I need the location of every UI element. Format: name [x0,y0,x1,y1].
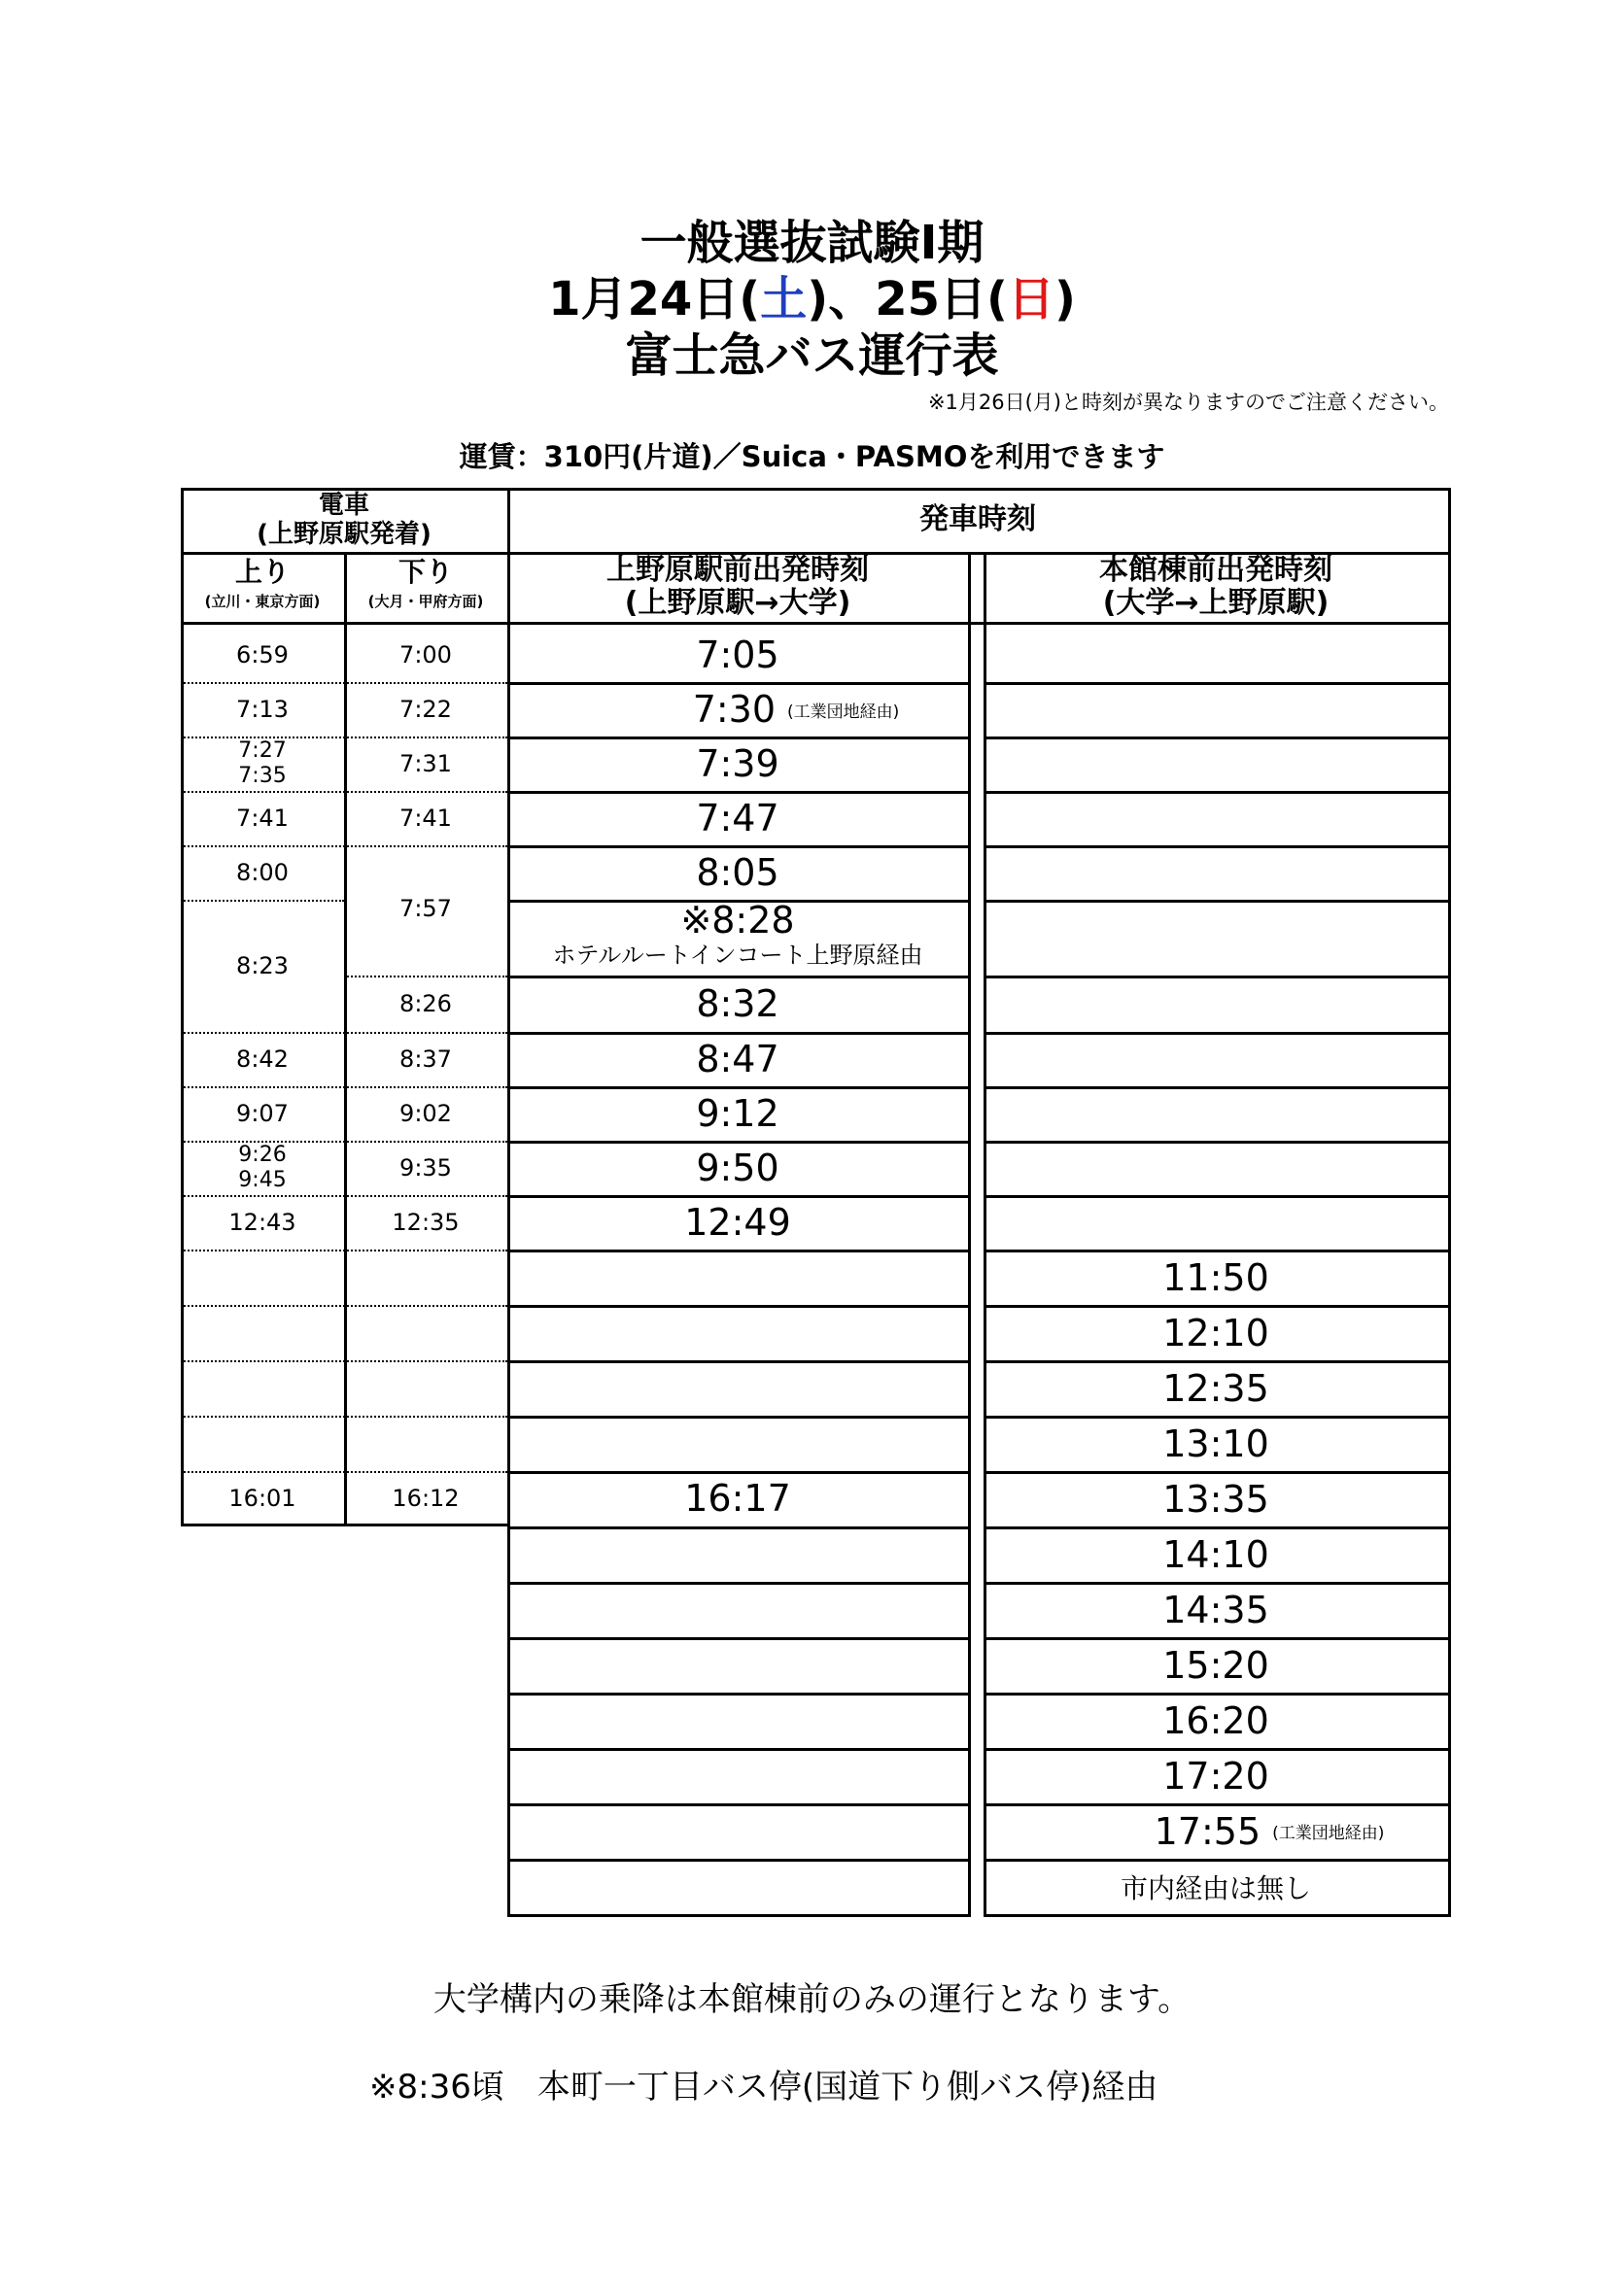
row-divider [507,845,968,848]
bus-to-station-time: 13:35 [1162,1477,1269,1521]
up-time: 16:01 [228,1485,296,1512]
row-divider [984,1416,1451,1419]
header-down-label: 下り [397,556,453,588]
saturday-label: 土 [760,272,808,326]
table-border [181,488,184,1526]
row-divider [507,737,968,739]
table-border [1448,488,1451,1917]
bus-to-station-time: 14:10 [1162,1532,1269,1576]
up-time: 9:07 [236,1100,289,1127]
bus-to-station-time: 14:35 [1162,1588,1269,1631]
row-divider [507,1141,968,1144]
bus-to-station-time: 17:55 [1154,1809,1261,1853]
row-divider [507,1526,968,1529]
header-from-univ-sub: (大学→上野原駅) [1102,586,1330,620]
row-divider [507,1195,968,1198]
row-divider [984,1360,1451,1363]
row-divider [181,737,507,738]
table-border [181,488,1451,491]
up-time: 7:41 [236,805,289,832]
row-divider [984,845,1451,848]
row-divider [181,1032,507,1034]
header-from-station-label: 上野原駅前出発時刻 [606,553,869,587]
down-time: 7:22 [399,696,452,723]
up-time: 9:45 [238,1168,287,1192]
row-divider [984,976,1451,978]
bus-to-station-time: 15:20 [1162,1643,1269,1687]
bus-to-station-time: 11:50 [1162,1255,1269,1299]
table-border [181,622,1451,625]
date-text: ) [1054,272,1076,326]
down-time: 7:00 [399,641,452,668]
up-time: 7:27 [238,738,287,763]
row-divider [181,682,507,684]
table-border [984,552,986,1917]
down-time: 9:02 [399,1100,452,1127]
up-time: 8:23 [236,952,289,979]
row-divider [507,900,968,903]
header-from-station [507,552,968,622]
up-time: 7:35 [238,764,287,788]
table-border [507,488,510,1917]
up-time-pair [181,1141,344,1195]
row-divider [507,1416,968,1419]
row-divider [181,1471,507,1473]
row-divider [507,1032,968,1035]
row-divider [507,1859,968,1862]
bus-route-note: (工業団地経由) [1272,1824,1385,1843]
row-divider [984,1195,1451,1198]
down-time: 12:35 [392,1209,460,1236]
row-divider [181,1250,507,1251]
row-divider [984,900,1451,903]
row-divider [181,1305,507,1307]
row-divider [507,1748,968,1751]
row-divider [507,1360,968,1363]
header-from-univ [984,552,1448,622]
header-train [181,488,507,552]
row-divider [984,1086,1451,1089]
row-divider [181,1141,507,1143]
row-divider [507,1250,968,1252]
footer-route-note: ※8:36頃 本町一丁目バス停(国道下り側バス停)経由 [369,2068,1158,2107]
bus-to-station-note: 市内経由は無し [1120,1871,1311,1904]
row-divider [984,737,1451,739]
bus-to-univ-time: 12:49 [684,1201,791,1244]
bus-to-univ-time: 8:47 [696,1038,779,1080]
down-time: 7:41 [399,805,452,832]
up-time: 6:59 [236,641,289,668]
up-time: 8:42 [236,1045,289,1073]
row-divider [984,1471,1451,1474]
row-divider [181,900,344,902]
row-divider [984,1250,1451,1252]
header-down-sub: (大月・甲府方面) [367,593,484,610]
row-divider [507,1582,968,1585]
title-line1: 一般選抜試験Ⅰ期 [639,216,985,270]
table-border [968,552,971,1917]
up-time: 8:00 [236,859,289,886]
row-divider [984,682,1451,685]
bus-to-station-time: 12:35 [1162,1366,1269,1410]
header-bus: 発車時刻 [919,502,1036,536]
row-divider [181,845,507,847]
row-divider [984,1305,1451,1308]
row-divider [181,1086,507,1088]
row-divider [984,1526,1451,1529]
bus-to-univ-time: 16:17 [684,1477,791,1520]
row-divider [181,1360,507,1362]
row-divider [507,1803,968,1806]
title-line3: 富士急バス運行表 [625,328,999,383]
up-time: 12:43 [228,1209,296,1236]
table-border [984,1914,1451,1917]
row-divider [181,1195,507,1197]
bus-to-univ-time: 7:47 [696,797,779,840]
header-from-univ-label: 本館棟前出発時刻 [1099,553,1332,587]
bus-to-univ-time: 9:50 [696,1147,779,1189]
row-divider [984,1803,1451,1806]
bus-route-note: ホテルルートインコート上野原経由 [552,942,923,969]
row-divider [984,1141,1451,1144]
header-train-label: 電車 [318,491,369,520]
table-border [507,1914,971,1917]
up-time: 9:26 [238,1143,287,1167]
date-text: )、25日( [807,272,1008,326]
bus-to-univ-time: 7:30 [692,688,777,731]
bus-to-station-cell [984,1803,1448,1859]
date-text: 1月24日( [548,272,761,326]
row-divider [984,1693,1451,1696]
header-up-sub: (立川・東京方面) [204,593,321,610]
row-divider [984,1582,1451,1585]
row-divider [507,1693,968,1696]
header-down [344,552,507,622]
up-time-pair [181,737,344,791]
row-divider [507,1471,968,1474]
bus-to-station-time: 16:20 [1162,1698,1269,1742]
bus-to-univ-time: 8:32 [696,982,779,1025]
row-divider [181,1416,507,1418]
row-divider [344,976,507,977]
down-time: 16:12 [392,1485,460,1512]
up-time: 7:13 [236,696,289,723]
row-divider [507,1305,968,1308]
bus-to-univ-time: 7:05 [696,634,779,676]
row-divider [984,1637,1451,1640]
down-time: 8:37 [399,1045,452,1073]
row-divider [507,976,968,978]
bus-to-univ-cell [507,682,968,737]
down-time: 9:35 [399,1154,452,1182]
down-time: 8:26 [399,990,452,1017]
header-up [181,552,344,622]
bus-to-station-time: 13:10 [1162,1422,1269,1465]
notice: ※1月26日(月)と時刻が異なりますのでご注意ください。 [927,391,1449,414]
sunday-label: 日 [1007,272,1054,326]
row-divider [984,1748,1451,1751]
row-divider [984,1859,1451,1862]
bus-to-univ-cell [507,900,968,976]
bus-route-note: (工業団地経由) [787,702,900,722]
row-divider [984,1032,1451,1035]
table-border [344,552,347,1526]
header-up-label: 上り [234,556,290,588]
bus-to-univ-time: 7:39 [696,742,779,785]
header-from-station-sub: (上野原駅→大学) [624,586,851,620]
down-time: 7:31 [399,750,452,777]
bus-to-univ-time: ※8:28 [680,899,795,942]
row-divider [507,1086,968,1089]
bus-to-univ-time: 9:12 [696,1092,779,1135]
table-border [181,552,1451,555]
header-train-sub: (上野原駅発着) [257,520,432,549]
row-divider [507,682,968,685]
fare-info: 運賃：310円(片道)／Suica・PASMOを利用できます [459,440,1165,473]
row-divider [181,791,507,793]
bus-to-station-time: 12:10 [1162,1311,1269,1354]
bus-to-station-time: 17:20 [1162,1754,1269,1798]
row-divider [984,791,1451,794]
row-divider [507,1637,968,1640]
row-divider [507,791,968,794]
down-time: 7:57 [399,895,452,922]
bus-to-univ-time: 8:05 [696,851,779,894]
footer-note: 大学構内の乗降は本館棟前のみの運行となります。 [432,1980,1192,2019]
